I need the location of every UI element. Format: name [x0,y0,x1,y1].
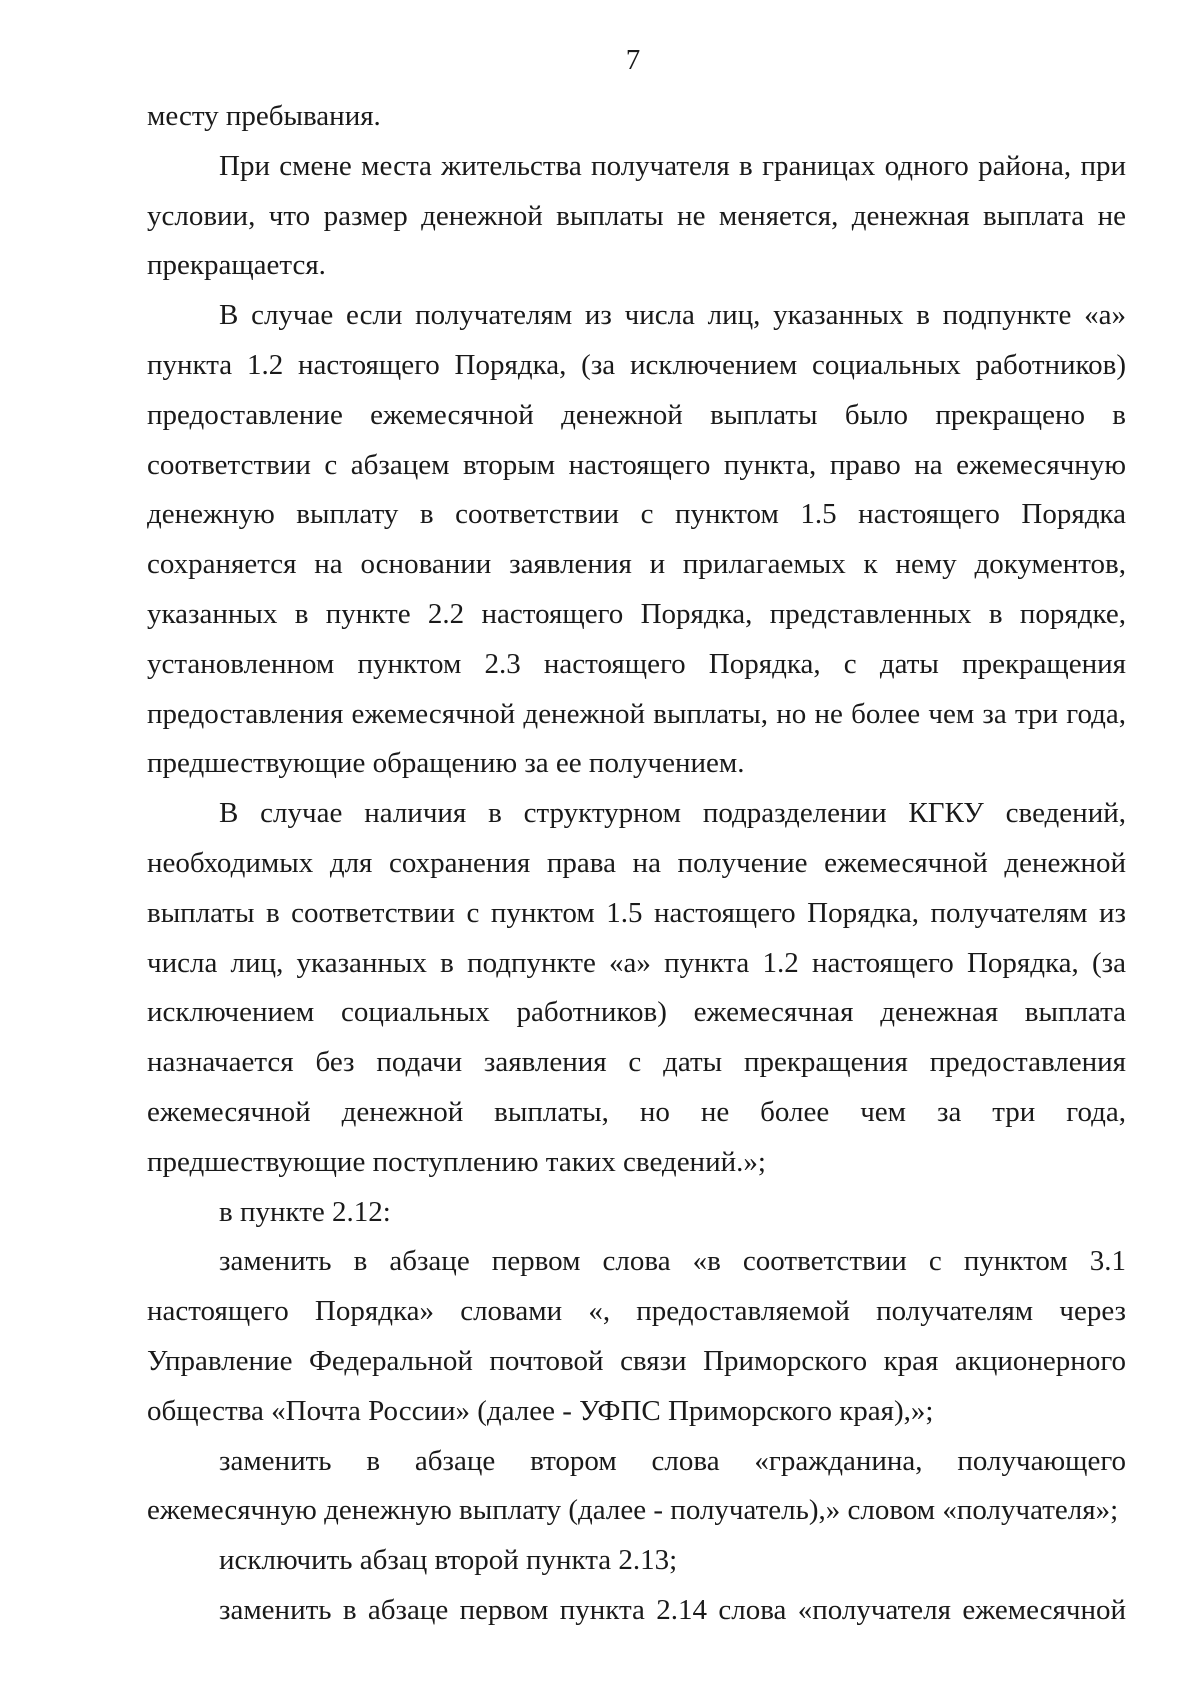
paragraph-continuation: месту пребывания. [147,100,381,132]
page-number: 7 [625,44,641,76]
paragraph-residence-change: При смене места жительства получателя в границах одного района, при условии, что размер денежной выплаты не меняется, денежная выплата не прекращается. [147,149,1126,282]
paragraph-replace-second: заменить в абзаце втором слова «гражданина, получающего ежемесячную денежную выплату (далее - получатель),» словом «получателя»; [147,1444,1126,1527]
paragraph-payment-termination: В случае если получателям из числа лиц, указанных в подпункте «а» пункта 1.2 настоящего Порядка, (за исключением социальных работников) предоставление ежемесячной денежной выплаты было прекращено в соответствии с абзацем вторым настоящего пункта, право на ежемесячную денежную выплату в соответствии с пунктом 1.5 настоящего Порядка сохраняется на основании заявления и прилагаемых к нему документов, указанных в пункте 2.2 настоящего Порядка, представленных в порядке, установленном пунктом 2.3 настоящего Порядка, с даты прекращения предоставления ежемесячной денежной выплаты, но не более чем за три года, предшествующие обращению за ее получением. [147,299,1126,780]
paragraph-replace-first: заменить в абзаце первом слова «в соответствии с пунктом 3.1 настоящего Порядка» словами «, предоставляемой получателям через Управление Федеральной почтовой связи Приморского края акционерного общества «Почта России» (далее - УФПС Приморского края),»; [147,1245,1126,1427]
paragraph-clause-2-12: в пункте 2.12: [219,1195,391,1228]
paragraph-replace-2-14: заменить в абзаце первом пункта 2.14 слова «получателя ежемесячной [219,1593,1126,1626]
paragraph-kgku-information: В случае наличия в структурном подразделении КГКУ сведений, необходимых для сохранения права на получение ежемесячной денежной выплаты в соответствии с пунктом 1.5 настоящего Порядка, получателям из числа лиц, указанных в подпункте «а» пункта 1.2 настоящего Порядка, (за исключением социальных работников) ежемесячная денежная выплата назначается без подачи заявления с даты прекращения предоставления ежемесячной денежной выплаты, но не более чем за три года, предшествующие поступлению таких сведений.»; [147,797,1126,1178]
document-body [147,92,1126,1636]
paragraph-exclude-2-13: исключить абзац второй пункта 2.13; [219,1544,678,1577]
